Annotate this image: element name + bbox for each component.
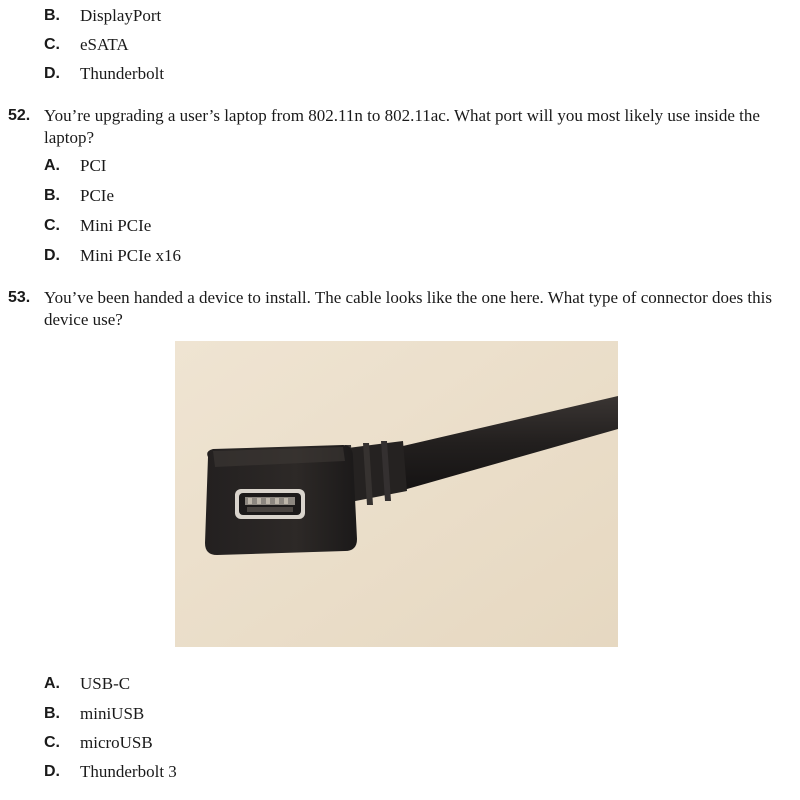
question-stem: You’re upgrading a user’s laptop from 802.11n to 802.11ac. What port will you most likely use inside the laptop? xyxy=(44,106,760,147)
option-letter: A. xyxy=(44,675,60,692)
option-letter: B. xyxy=(44,705,60,722)
option-text: PCIe xyxy=(80,186,114,205)
option-text: miniUSB xyxy=(80,704,145,723)
option-letter: B. xyxy=(44,187,60,204)
option-text: DisplayPort xyxy=(80,6,162,25)
question-53 xyxy=(8,287,783,331)
option-letter: D. xyxy=(44,763,60,780)
option-letter: D. xyxy=(44,65,60,82)
option-text: Thunderbolt 3 xyxy=(80,762,177,781)
q53-option-c xyxy=(44,731,153,755)
cable-connector-photo xyxy=(175,341,618,647)
question-52 xyxy=(8,105,783,149)
option-letter: C. xyxy=(44,36,60,53)
q52-option-b xyxy=(44,184,114,208)
question-stem: You’ve been handed a device to install. The cable looks like the one here. What type of connector does this device use? xyxy=(44,288,772,329)
option-text: PCI xyxy=(80,156,107,175)
q52-option-c xyxy=(44,214,151,238)
option-letter: D. xyxy=(44,247,60,264)
option-letter: B. xyxy=(44,7,60,24)
option-text: microUSB xyxy=(80,733,153,752)
option-letter: A. xyxy=(44,157,60,174)
q53-option-b xyxy=(44,702,144,726)
option-text: USB-C xyxy=(80,674,131,693)
option-text: eSATA xyxy=(80,35,129,54)
q53-option-d xyxy=(44,760,177,784)
option-text: Thunderbolt xyxy=(80,64,165,83)
question-number: 53. xyxy=(8,289,31,306)
option-letter: C. xyxy=(44,217,60,234)
q52-option-a xyxy=(44,154,106,178)
q51-option-b xyxy=(44,4,161,28)
q53-option-a xyxy=(44,672,130,696)
q52-option-d xyxy=(44,244,181,268)
question-number: 52. xyxy=(8,107,31,124)
option-letter: C. xyxy=(44,734,60,751)
option-text: Mini PCIe xyxy=(80,216,152,235)
q51-option-c xyxy=(44,33,129,57)
option-text: Mini PCIe x16 xyxy=(80,246,182,265)
q51-option-d xyxy=(44,62,164,86)
